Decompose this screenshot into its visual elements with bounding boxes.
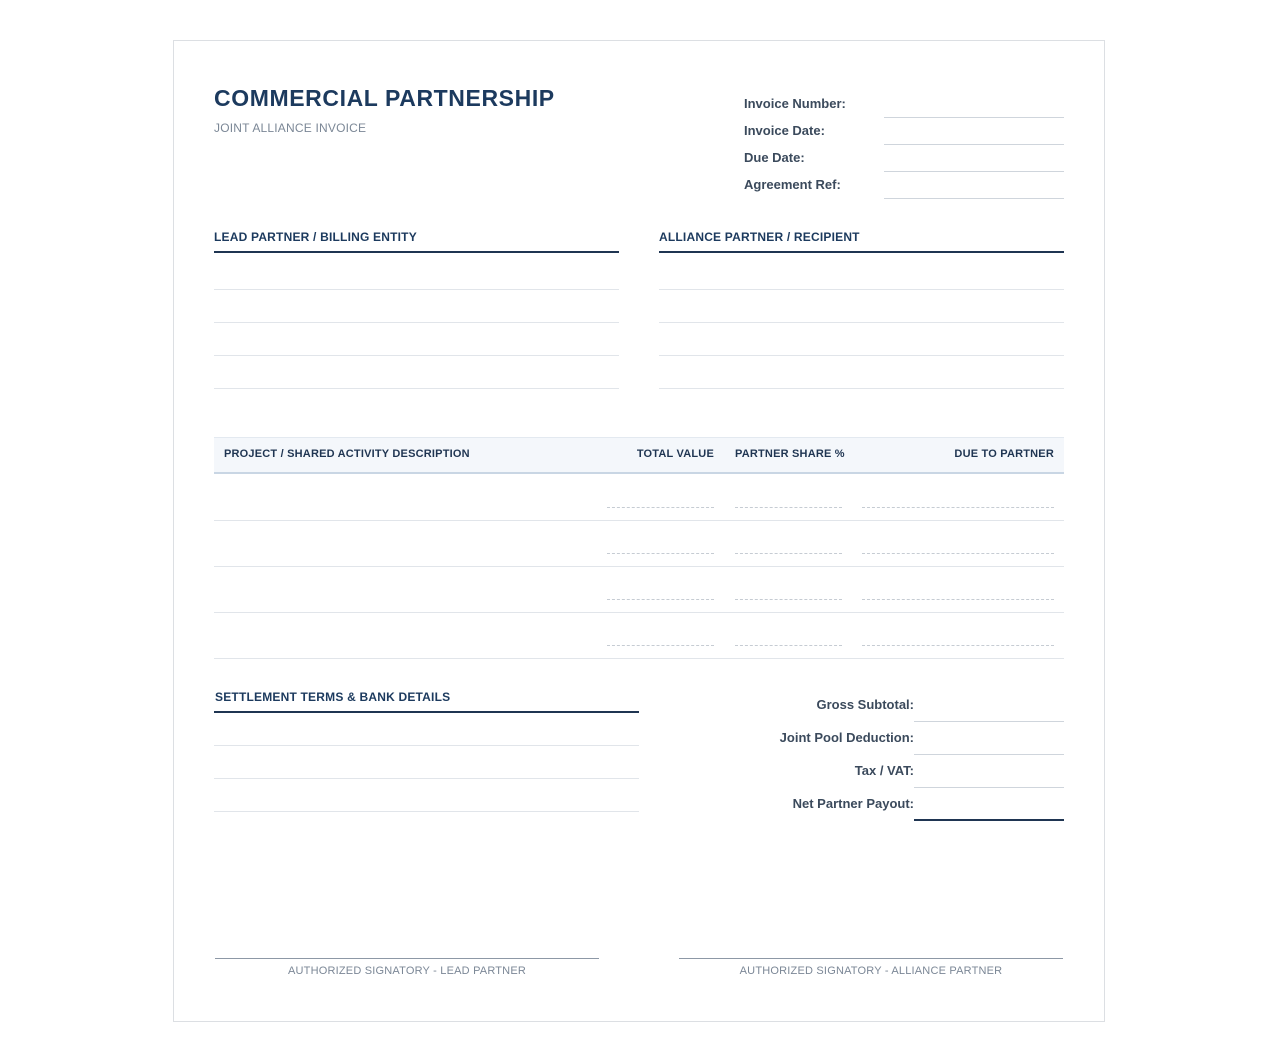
- row-4-total-value[interactable]: [607, 645, 714, 646]
- settlement-line-3[interactable]: [214, 811, 639, 812]
- table-row-1-divider: [214, 520, 1064, 521]
- table-row-3-divider: [214, 612, 1064, 613]
- col-due-header: DUE TO PARTNER: [954, 448, 1054, 460]
- row-2-total-value[interactable]: [607, 553, 714, 554]
- tax-vat-label: Tax / VAT:: [854, 763, 914, 778]
- joint-pool-deduction-field[interactable]: [914, 754, 1064, 755]
- lead-signature-label: AUTHORIZED SIGNATORY - LEAD PARTNER: [287, 965, 527, 977]
- settlement-heading: SETTLEMENT TERMS & BANK DETAILS: [215, 690, 451, 704]
- net-partner-payout-label: Net Partner Payout:: [792, 796, 914, 811]
- table-row-4-divider: [214, 658, 1064, 659]
- row-1-due[interactable]: [862, 507, 1054, 508]
- row-4-due[interactable]: [862, 645, 1054, 646]
- row-1-partner-share[interactable]: [735, 507, 842, 508]
- col-description-header: PROJECT / SHARED ACTIVITY DESCRIPTION: [224, 448, 470, 460]
- row-3-total-value[interactable]: [607, 599, 714, 600]
- gross-subtotal-field[interactable]: [914, 721, 1064, 722]
- lead-partner-line-4[interactable]: [214, 388, 619, 389]
- row-4-partner-share[interactable]: [735, 645, 842, 646]
- document-title: COMMERCIAL PARTNERSHIP: [214, 85, 555, 111]
- net-partner-payout-field[interactable]: [914, 819, 1064, 821]
- invoice-date-field[interactable]: [884, 144, 1064, 145]
- tax-vat-field[interactable]: [914, 787, 1064, 788]
- row-2-partner-share[interactable]: [735, 553, 842, 554]
- agreement-ref-label: Agreement Ref:: [744, 177, 841, 192]
- document-subtitle: JOINT ALLIANCE INVOICE: [214, 121, 367, 135]
- row-3-partner-share[interactable]: [735, 599, 842, 600]
- lead-partner-line-2[interactable]: [214, 322, 619, 323]
- invoice-page: [173, 40, 1105, 1022]
- invoice-number-field[interactable]: [884, 117, 1064, 118]
- alliance-partner-line-3[interactable]: [659, 355, 1064, 356]
- joint-pool-deduction-label: Joint Pool Deduction:: [779, 730, 914, 745]
- lead-partner-heading: LEAD PARTNER / BILLING ENTITY: [214, 230, 417, 244]
- due-date-label: Due Date:: [744, 150, 805, 165]
- row-3-due[interactable]: [862, 599, 1054, 600]
- table-row-2-divider: [214, 566, 1064, 567]
- alliance-signature-line[interactable]: [679, 958, 1063, 959]
- lead-partner-line-3[interactable]: [214, 355, 619, 356]
- alliance-partner-line-1[interactable]: [659, 289, 1064, 290]
- alliance-partner-heading: ALLIANCE PARTNER / RECIPIENT: [659, 230, 860, 244]
- alliance-partner-line-4[interactable]: [659, 388, 1064, 389]
- alliance-partner-line-2[interactable]: [659, 322, 1064, 323]
- invoice-date-label: Invoice Date:: [744, 123, 825, 138]
- lead-partner-line-1[interactable]: [214, 289, 619, 290]
- row-2-due[interactable]: [862, 553, 1054, 554]
- col-total-value-header: TOTAL VALUE: [636, 448, 714, 460]
- settlement-line-2[interactable]: [214, 778, 639, 779]
- lead-signature-line[interactable]: [215, 958, 599, 959]
- agreement-ref-field[interactable]: [884, 198, 1064, 199]
- gross-subtotal-label: Gross Subtotal:: [816, 697, 914, 712]
- invoice-number-label: Invoice Number:: [744, 96, 846, 111]
- lead-partner-rule: [214, 251, 619, 253]
- settlement-line-1[interactable]: [214, 745, 639, 746]
- row-1-total-value[interactable]: [607, 507, 714, 508]
- col-partner-share-header: PARTNER SHARE %: [735, 448, 845, 460]
- alliance-signature-label: AUTHORIZED SIGNATORY - ALLIANCE PARTNER: [739, 965, 1003, 977]
- alliance-partner-rule: [659, 251, 1064, 253]
- due-date-field[interactable]: [884, 171, 1064, 172]
- settlement-rule: [214, 711, 639, 713]
